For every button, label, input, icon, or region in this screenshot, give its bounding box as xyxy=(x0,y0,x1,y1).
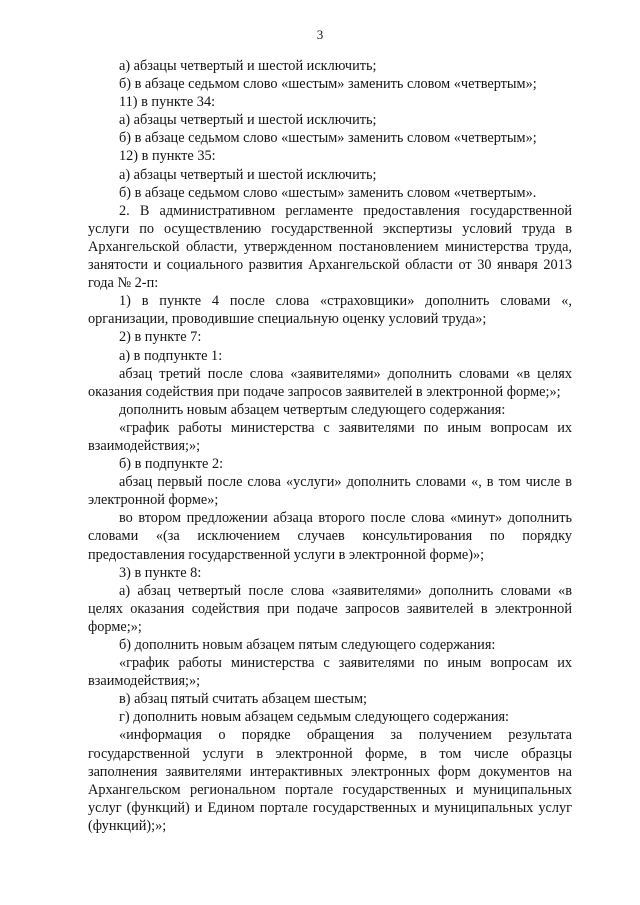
paragraph: «график работы министерства с заявителями по иным вопросам их взаимодействия;»; xyxy=(88,419,572,454)
paragraph: а) абзац четвертый после слова «заявителями» дополнить словами «в целях оказания содействия при подаче запросов заявителей в электронной форме;»; xyxy=(88,582,572,635)
page-number: 3 xyxy=(316,27,324,42)
paragraph: 12) в пункте 35: xyxy=(119,148,216,165)
paragraph: во втором предложении абзаца второго после слова «минут» дополнить словами «(за исключением случаев консультирования по порядку предоставления государственной услуги в электронной форме)»; xyxy=(88,510,572,563)
paragraph: а) абзацы четвертый и шестой исключить; xyxy=(119,112,377,129)
paragraph: «график работы министерства с заявителями по иным вопросам их взаимодействия;»; xyxy=(88,655,572,690)
paragraph: б) дополнить новым абзацем пятым следующего содержания: xyxy=(119,637,496,653)
paragraph: дополнить новым абзацем четвертым следующего содержания: xyxy=(119,401,506,418)
paragraph: 11) в пункте 34: xyxy=(119,94,216,111)
paragraph: в) абзац пятый считать абзацем шестым; xyxy=(119,691,368,708)
paragraph: а) абзацы четвертый и шестой исключить; xyxy=(119,166,377,183)
paragraph: а) в подпункте 1: xyxy=(119,347,223,364)
paragraph: 2) в пункте 7: xyxy=(119,329,202,346)
paragraph: «информация о порядке обращения за получением результата государственной услуги в электронной форме, в том числе образцы заполнения заявителями интерактивных электронных форм документов на Архангельском региональном портале государственных и муниципальных услуг (функций) и Едином портале государственных и муниципальных услуг (функций);»; xyxy=(88,727,572,834)
paragraph: б) в абзаце седьмом слово «шестым» заменить словом «четвертым». xyxy=(119,184,537,201)
paragraph: 2. В административном регламенте предоставления государственной услуги по осуществлению государственной экспертизы условий труда в Архангельской области, утвержденном постановлением министерства труда, занятости и социального развития Архангельской области от 30 января 2013 года № 2-п: xyxy=(88,202,572,292)
paragraph: а) абзацы четвертый и шестой исключить; xyxy=(119,58,377,74)
document-body xyxy=(88,57,572,835)
paragraph: 1) в пункте 4 после слова «страховщики» дополнить словами «, организации, проводившие специальную оценку условий труда»; xyxy=(88,293,572,328)
paragraph: б) в подпункте 2: xyxy=(119,456,224,473)
paragraph: г) дополнить новым абзацем седьмым следующего содержания: xyxy=(119,709,510,726)
paragraph: абзац третий после слова «заявителями» дополнить словами «в целях оказания содействия при подаче запросов заявителей в электронной форме;»; xyxy=(88,365,572,400)
paragraph: б) в абзаце седьмом слово «шестым» заменить словом «четвертым»; xyxy=(119,130,537,147)
paragraph: 3) в пункте 8: xyxy=(119,564,202,581)
paragraph: б) в абзаце седьмом слово «шестым» заменить словом «четвертым»; xyxy=(119,76,537,93)
paragraph: абзац первый после слова «услуги» дополнить словами «, в том числе в электронной форме»; xyxy=(88,474,572,509)
